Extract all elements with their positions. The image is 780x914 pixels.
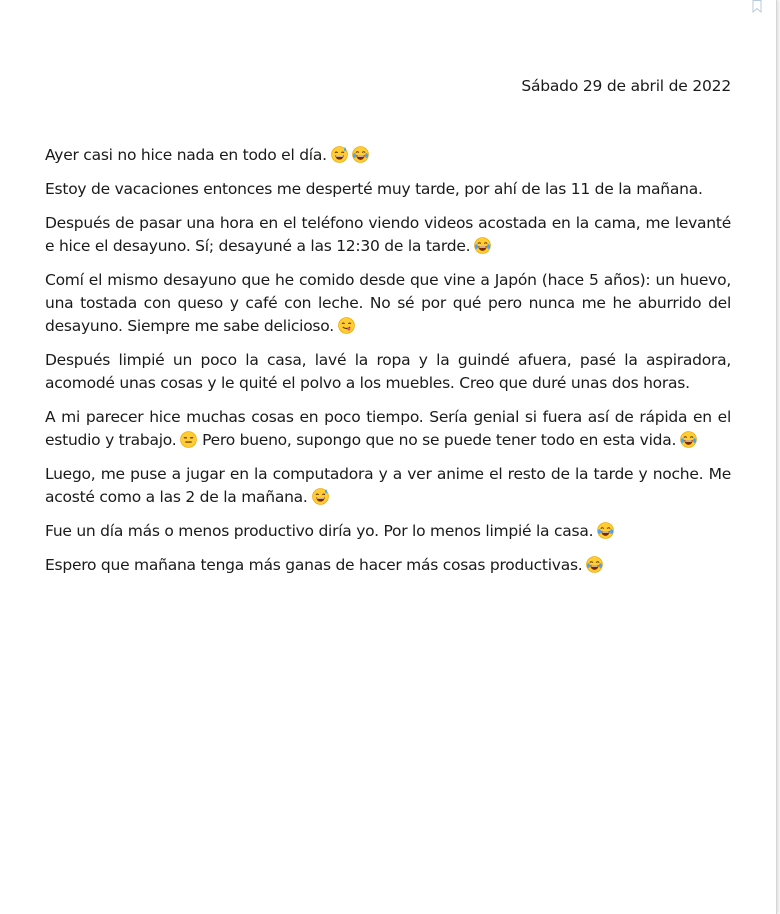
paragraph-text: Comí el mismo desayuno que he comido desde que vine a Japón (hace 5 años): un huevo, una tostada con queso y café con leche. No sé por qué pero nunca me he aburrido del desayuno. Siempre me sabe delicioso. <box>45 271 731 335</box>
expressionless-emoji <box>180 431 197 448</box>
grinning-sweat-emoji <box>312 488 329 505</box>
yum-emoji <box>338 317 355 334</box>
paragraph-text: Luego, me puse a jugar en la computadora y a ver anime el resto de la tarde y noche. Me acosté como a las 2 de la mañana. <box>45 465 731 506</box>
paragraph <box>45 463 731 509</box>
paragraph-text: Después de pasar una hora en el teléfono viendo videos acostada en la cama, me levanté e hice el desayuno. Sí; desayuné a las 12:30 de la tarde. <box>45 214 731 255</box>
document-date: Sábado 29 de abril de 2022 <box>521 77 731 95</box>
paragraph <box>45 178 731 201</box>
paragraph-text: A mi parecer hice muchas cosas en poco tiempo. Sería genial si fuera así de rápida en el estudio y trabajo. <box>45 408 731 449</box>
paragraph-text: Ayer casi no hice nada en todo el día. <box>45 146 327 164</box>
grinning-sweat-emoji <box>331 146 348 163</box>
document-body <box>45 144 731 588</box>
tears-of-joy-emoji <box>586 556 603 573</box>
tears-of-joy-emoji <box>474 237 491 254</box>
paragraph <box>45 349 731 395</box>
paragraph-text: Estoy de vacaciones entonces me desperté muy tarde, por ahí de las 11 de la mañana. <box>45 180 703 198</box>
bookmark-icon[interactable] <box>752 0 762 13</box>
paragraph-text-continued: Pero bueno, supongo que no se puede tener todo en esta vida. <box>202 431 677 449</box>
paragraph <box>45 554 731 577</box>
paragraph-text: Después limpié un poco la casa, lavé la ropa y la guindé afuera, pasé la aspiradora, acomodé unas cosas y le quité el polvo a los muebles. Creo que duré unas dos horas. <box>45 351 731 392</box>
paragraph <box>45 406 731 452</box>
tears-of-joy-emoji <box>352 146 369 163</box>
paragraph <box>45 269 731 338</box>
paragraph <box>45 520 731 543</box>
paragraph <box>45 144 731 167</box>
tears-of-joy-emoji <box>680 431 697 448</box>
paragraph-text: Fue un día más o menos productivo diría yo. Por lo menos limpié la casa. <box>45 522 594 540</box>
tears-of-joy-emoji <box>597 522 614 539</box>
paragraph <box>45 212 731 258</box>
paragraph-text: Espero que mañana tenga más ganas de hacer más cosas productivas. <box>45 556 583 574</box>
